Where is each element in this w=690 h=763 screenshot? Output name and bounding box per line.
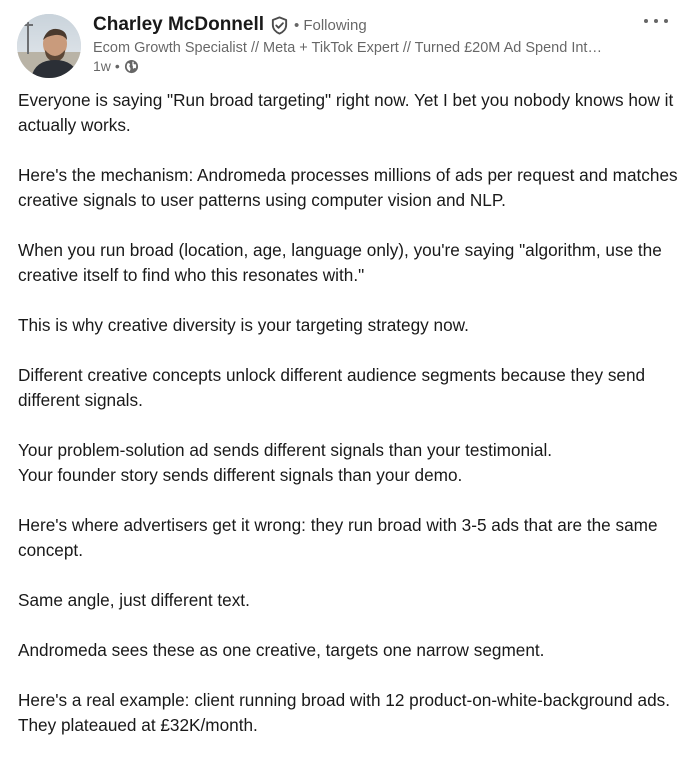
post-paragraph: Everyone is saying "Run broad targeting" right now. Yet I bet you nobody knows how it actually works.	[18, 90, 674, 135]
post-paragraph: Here's where advertisers get it wrong: they run broad with 3-5 ads that are the same concept.	[18, 515, 658, 560]
avatar-photo	[17, 14, 81, 78]
more-dot	[654, 19, 658, 23]
more-dot	[644, 19, 648, 23]
more-dot	[664, 19, 668, 23]
separator-dot: •	[114, 58, 120, 74]
post-meta	[93, 58, 633, 74]
globe-icon	[124, 59, 139, 74]
post-paragraph: Your founder story sends different signals than your demo.	[18, 465, 463, 485]
author-row	[93, 12, 633, 38]
connection-status: Following	[303, 16, 367, 34]
more-options-icon[interactable]	[644, 12, 668, 30]
post-paragraph: Here's the mechanism: Andromeda processes millions of ads per request and matches creative signals to user patterns using computer vision and NLP.	[18, 165, 678, 210]
post-paragraph: Andromeda sees these as one creative, targets one narrow segment.	[18, 640, 545, 660]
post-paragraph: Your problem-solution ad sends different signals than your testimonial.	[18, 440, 553, 460]
separator-dot: •	[294, 16, 300, 34]
post-paragraph: Different creative concepts unlock different audience segments because they send different signals.	[18, 365, 646, 410]
post-paragraph: Here's a real example: client running broad with 12 product-on-white-background ads. They plateaued at £32K/month.	[18, 690, 670, 735]
post-body	[18, 88, 678, 763]
post-time: 1w	[93, 58, 111, 74]
post-header	[93, 12, 633, 74]
post-paragraph: Same angle, just different text.	[18, 590, 250, 610]
post-paragraph: When you run broad (location, age, language only), you're saying "algorithm, use the creative itself to find who this resonates with."	[18, 240, 662, 285]
verified-shield-icon	[270, 16, 289, 35]
post-paragraph: This is why creative diversity is your targeting strategy now.	[18, 315, 469, 335]
author-name[interactable]: Charley McDonnell	[93, 14, 265, 35]
avatar[interactable]	[17, 14, 81, 78]
author-headline: Ecom Growth Specialist // Meta + TikTok Expert // Turned £20M Ad Spend Int…	[93, 40, 602, 56]
